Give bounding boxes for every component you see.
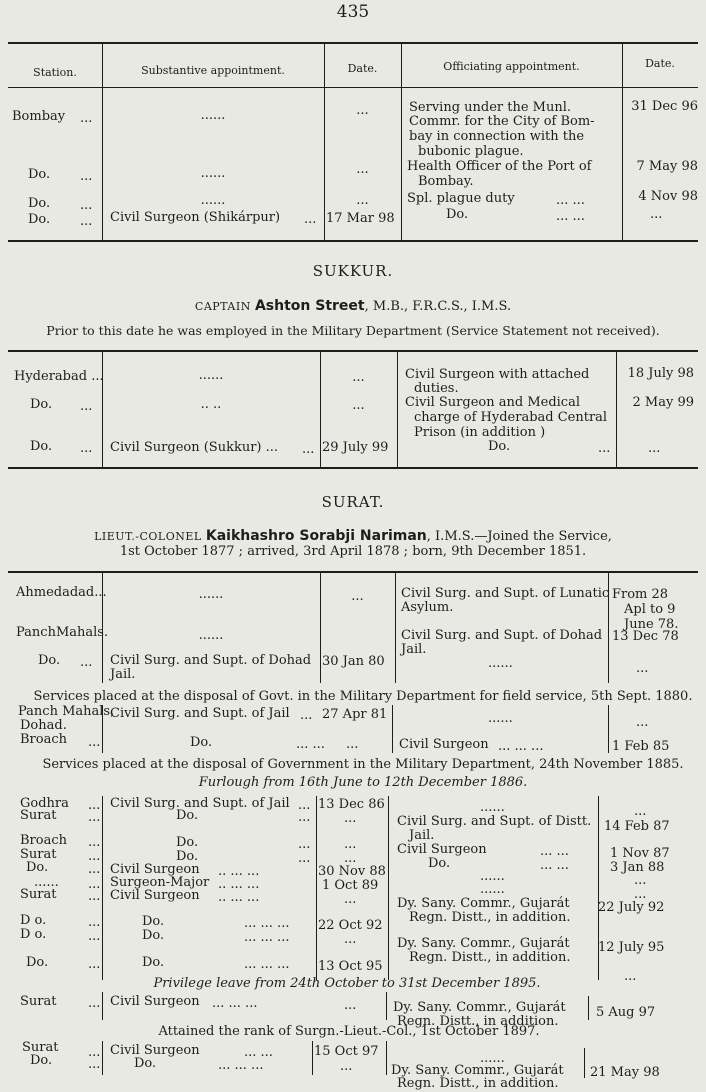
date-cell: ... (648, 441, 661, 456)
officiating-line: Dy. Sany. Commr., Gujarát (397, 936, 570, 951)
station-cell: Hyderabad ... (14, 369, 104, 384)
substantive-cell: ...... (198, 368, 224, 383)
date-cell: 31 Dec 96 (631, 99, 698, 114)
service-note: Privilege leave from 24th October to 31st December 1895. (153, 976, 541, 991)
column-divider (397, 352, 398, 467)
station-dots: ... (88, 996, 101, 1011)
officer-dates: 1st October 1877 ; arrived, 3rd April 1878 ; born, 9th December 1851. (119, 544, 587, 559)
officiating-dots: ... ... (556, 193, 585, 208)
date-cell: 13 Dec 86 (318, 797, 385, 812)
station-dots: ... (80, 169, 93, 184)
date-cell: ... (650, 207, 663, 222)
station-cell: Bombay (12, 109, 66, 124)
substantive-cell: Civil Surg. and Supt. of Jail (110, 706, 290, 721)
substantive-dots: .. ... ... (218, 864, 260, 879)
officiating-line: Civil Surgeon and Medical (405, 395, 580, 410)
officiating-line: Regn. Distt., in addition. (409, 910, 571, 925)
officiating-line: Regn. Distt., in addition. (397, 1014, 559, 1029)
substantive-cell: Do. (176, 849, 199, 864)
officiating-line: Dy. Sany. Commr., Gujarát (397, 896, 570, 911)
officiating-line: Commr. for the City of Bom- (409, 114, 595, 129)
officiating-line: Dy. Sany. Commr., Gujarát (391, 1063, 564, 1078)
column-divider (102, 992, 103, 1020)
station-dots: ... (80, 655, 93, 670)
header-date: Date. (645, 57, 675, 70)
date-cell: 13 Oct 95 (318, 959, 383, 974)
station-dots: ... (88, 1057, 101, 1072)
substantive-dots: ... ... (296, 737, 325, 752)
station-dots: ... (80, 441, 93, 456)
column-divider (102, 796, 103, 980)
date-cell: 27 Apr 81 (322, 707, 388, 722)
officiating-dots: ... ... (540, 844, 569, 859)
substantive-dots: ... (300, 708, 313, 723)
date-cell: ... (352, 398, 365, 413)
date-cell: 29 July 99 (322, 440, 389, 455)
substantive-cell: Civil Surgeon (Sukkur) ... (110, 440, 279, 455)
date-cell: 14 Feb 87 (604, 819, 670, 834)
station-cell: Do. (38, 653, 61, 668)
substantive-cell: ...... (200, 166, 226, 181)
substantive-cell: Do. (190, 735, 213, 750)
officiating-line: duties. (414, 381, 459, 396)
officiating-cell: Spl. plague duty (407, 191, 515, 206)
station-dots: ... (80, 111, 93, 126)
date-cell: 15 Oct 97 (314, 1044, 379, 1059)
officiating-dots: ... ... (556, 209, 585, 224)
officer-name: Kaikhashro Sorabji Nariman (205, 528, 427, 544)
officiating-line: Civil Surg. and Supt. of Distt. (397, 814, 592, 829)
date-cell: 2 May 99 (632, 395, 694, 410)
station-cell: Do. (28, 167, 51, 182)
column-divider (388, 796, 389, 980)
officiating-line: Dy. Sany. Commr., Gujarát (393, 1000, 566, 1015)
substantive-cell: ...... (200, 193, 226, 208)
service-note: Attained the rank of Surgn.-Lieut.-Col., 1st October 1897. (158, 1024, 540, 1039)
station-cell: PanchMahals. (16, 625, 109, 640)
officiating-line: Health Officer of the Port of (407, 159, 592, 174)
date-cell: 18 July 98 (627, 366, 694, 381)
substantive-cell: Civil Surgeon (110, 862, 200, 877)
table-bottom-rule (8, 467, 698, 469)
officiating-line: Civil Surg. and Supt. of Lunatic (401, 586, 610, 601)
officiating-cell: ...... (488, 656, 513, 671)
substantive-cell: Civil Surgeon (110, 1043, 200, 1058)
substantive-cell: ...... (200, 108, 226, 123)
substantive-cell: Civil Surgeon (110, 888, 200, 903)
officiating-dots: ... ... ... (498, 739, 544, 754)
officiating-line: Regn. Distt., in addition. (409, 950, 571, 965)
date-cell: 4 Nov 98 (638, 189, 698, 204)
date-cell: 5 Aug 97 (596, 1005, 656, 1020)
substantive-cell: Civil Surgeon (110, 994, 200, 1009)
officiating-line: Civil Surgeon with attached (405, 367, 590, 382)
service-note: Prior to this date he was employed in the Military Department (Service Statement not received). (46, 323, 660, 338)
date-cell: ... (636, 715, 649, 730)
officiating-line: Civil Surg. and Supt. of Dohad (401, 628, 603, 643)
officiating-line: charge of Hyderabad Central (414, 410, 608, 425)
station-cell: ...... (34, 875, 59, 890)
substantive-dots: ... (298, 837, 311, 852)
station-dots: ... (88, 929, 101, 944)
page-number: 435 (336, 2, 370, 22)
officiating-dots: ... (598, 441, 611, 456)
date-cell: ... (634, 873, 647, 888)
station-cell: Surat (22, 1040, 59, 1055)
station-cell: Broach (20, 732, 67, 747)
column-divider (102, 1041, 103, 1075)
officiating-cell: ...... (480, 1051, 505, 1066)
header-substantive: Substantive appointment. (141, 64, 285, 77)
station-cell: Do. (26, 955, 49, 970)
date-cell: 21 May 98 (590, 1065, 660, 1080)
officer-qualifications: , M.B., F.R.C.S., I.M.S. (364, 299, 512, 314)
date-cell: 1 Oct 89 (322, 878, 379, 893)
table-bottom-rule (8, 240, 698, 242)
substantive-cell: Do. (134, 1056, 157, 1071)
column-divider (584, 1048, 585, 1078)
station-dots: ... (80, 399, 93, 414)
substantive-cell: Do. (176, 835, 199, 850)
station-dots: ... (88, 849, 101, 864)
officiating-line: Jail. (409, 828, 435, 843)
officer-rank: CAPTAIN (194, 300, 251, 313)
officiating-line: Jail. (401, 642, 427, 657)
officiating-line: Serving under the Munl. (409, 100, 572, 115)
station-cell: Do. (30, 439, 53, 454)
date-cell: 22 July 92 (598, 900, 665, 915)
station-dots: ... (88, 735, 101, 750)
station-dots: ... (80, 214, 93, 229)
column-divider (386, 992, 387, 1020)
station-cell: Do. (30, 1053, 53, 1068)
station-dots: ... (88, 810, 101, 825)
substantive-cell: Do. (176, 808, 199, 823)
date-cell: ... (356, 162, 369, 177)
substantive-cell: Civil Surg. and Supt. of Jail (110, 796, 290, 811)
officiating-cell: ...... (480, 800, 505, 815)
substantive-dots: .. ... ... (218, 890, 260, 905)
station-cell: Broach (20, 833, 67, 848)
substantive-dots: ... ... (244, 1045, 273, 1060)
date-cell: 13 Dec 78 (612, 629, 679, 644)
officiating-cell: ...... (488, 711, 513, 726)
date-cell: 3 Jan 88 (610, 860, 665, 875)
date-cell: ... (356, 103, 369, 118)
substantive-dots: ... ... ... (244, 916, 290, 931)
date-line: Apl to 9 (624, 602, 676, 617)
section-title-surat: SURAT. (321, 493, 385, 511)
station-cell: Surat (20, 847, 57, 862)
station-cell: Do. (28, 212, 51, 227)
substantive-dots: ... (298, 851, 311, 866)
date-cell: ... (344, 932, 357, 947)
officiating-line: Bombay. (418, 174, 474, 189)
service-note: Services placed at the disposal of Govt. in the Military Department for field service, 5th Sept. 1880. (33, 689, 693, 704)
date-cell: ... (634, 804, 647, 819)
station-cell: Do. (30, 397, 53, 412)
date-cell: ... (356, 193, 369, 208)
date-cell: ... (344, 851, 357, 866)
date-cell: ... (344, 892, 357, 907)
station-cell: Godhra (20, 796, 69, 811)
station-cell: Surat (20, 887, 57, 902)
officiating-line: Prison (in addition ) (414, 425, 546, 440)
column-divider (386, 1041, 387, 1075)
station-cell: Ahmedadad... (16, 585, 107, 600)
date-cell: 30 Nov 88 (318, 864, 386, 879)
station-line: Panch Mahals, (18, 704, 115, 719)
date-cell: ... (352, 370, 365, 385)
date-cell: ... (636, 661, 649, 676)
date-cell: 17 Mar 98 (326, 211, 395, 226)
header-station: Station. (33, 66, 77, 79)
substantive-dots: ... ... ... (212, 996, 258, 1011)
substantive-dots: ... (304, 212, 317, 227)
table-top-rule (8, 350, 698, 352)
substantive-cell: ...... (198, 628, 224, 643)
header-officiating: Officiating appointment. (443, 60, 580, 73)
substantive-cell: Do. (142, 914, 165, 929)
officer-heading (0, 528, 706, 544)
substantive-dots: ... (302, 442, 315, 457)
date-cell: 12 July 95 (598, 940, 665, 955)
column-divider (588, 996, 589, 1020)
station-dots: ... (88, 889, 101, 904)
date-cell: ... (351, 589, 364, 604)
column-divider (608, 705, 609, 753)
date-cell: 22 Oct 92 (318, 918, 383, 933)
date-cell: 30 Jan 80 (322, 654, 385, 669)
substantive-dots: ... (298, 810, 311, 825)
date-cell: ... (346, 737, 359, 752)
date-cell: 1 Feb 85 (612, 739, 670, 754)
date-line: June 78. (624, 617, 679, 632)
officiating-cell: ...... (480, 882, 505, 897)
date-cell: ... (344, 837, 357, 852)
substantive-line: Jail. (110, 667, 136, 682)
station-dots: ... (88, 835, 101, 850)
officiating-line: Asylum. (401, 600, 454, 615)
officer-name: Ashton Street (254, 298, 365, 314)
officiating-cell: ...... (480, 869, 505, 884)
station-dots: ... (80, 198, 93, 213)
substantive-dots: ... ... ... (244, 930, 290, 945)
substantive-line: Civil Surg. and Supt. of Dohad (110, 653, 312, 668)
station-dots: ... (88, 862, 101, 877)
station-cell: D o. (20, 927, 47, 942)
service-note: Services placed at the disposal of Government in the Military Department, 24th November 1885. (42, 757, 684, 772)
column-divider (622, 44, 623, 240)
substantive-dots: ... (298, 798, 311, 813)
officiating-cell: Do. (428, 856, 451, 871)
officiating-line: bay in connection with the (409, 129, 585, 144)
date-cell: ... (624, 969, 637, 984)
service-note: Furlough from 16th June to 12th December 1886. (198, 775, 528, 790)
date-line: From 28 (612, 587, 669, 602)
substantive-cell: Do. (142, 928, 165, 943)
date-cell: 7 May 98 (636, 159, 698, 174)
header-date: Date. (347, 62, 378, 75)
station-dots: ... (88, 1045, 101, 1060)
station-cell: Do. (26, 860, 49, 875)
date-cell: ... (344, 811, 357, 826)
substantive-dots: .. ... ... (218, 877, 260, 892)
substantive-cell: Do. (142, 955, 165, 970)
officer-joining: , I.M.S.—Joined the Service, (426, 529, 612, 544)
station-cell: D o. (20, 913, 47, 928)
column-divider (312, 1041, 313, 1075)
date-cell: 1 Nov 87 (610, 846, 670, 861)
table-header-rule (8, 87, 698, 88)
date-cell: ... (340, 1059, 353, 1074)
substantive-dots: ... ... ... (218, 1058, 264, 1073)
officiating-cell: Civil Surgeon (399, 737, 489, 752)
officer-heading (0, 298, 706, 314)
section-title-sukkur: SUKKUR. (312, 262, 394, 280)
officiating-line: bubonic plague. (418, 144, 524, 159)
station-line: Dohad. (20, 718, 67, 733)
substantive-cell: .. .. (200, 397, 222, 412)
station-cell: Surat (20, 994, 57, 1009)
officiating-dots: ... ... (540, 858, 569, 873)
officiating-cell: Civil Surgeon (397, 842, 487, 857)
station-cell: Surat (20, 808, 57, 823)
officiating-line: Regn. Distt., in addition. (397, 1076, 559, 1091)
column-divider (395, 573, 396, 683)
station-dots: ... (88, 915, 101, 930)
date-cell: ... (344, 998, 357, 1013)
substantive-cell: Civil Surgeon (Shikárpur) (110, 210, 281, 225)
substantive-cell: ...... (198, 587, 224, 602)
substantive-cell: Surgeon-Major (110, 875, 210, 890)
officiating-cell: Do. (488, 439, 511, 454)
column-divider (316, 796, 317, 980)
column-divider (392, 705, 393, 753)
station-cell: Do. (28, 196, 51, 211)
substantive-dots: ... ... ... (244, 957, 290, 972)
date-cell: ... (634, 887, 647, 902)
station-dots: ... (88, 877, 101, 892)
officer-rank: LIEUT.-COLONEL (94, 530, 202, 543)
station-dots: ... (88, 798, 101, 813)
table-top-rule (8, 571, 698, 573)
officiating-cell: Do. (446, 207, 469, 222)
station-dots: ... (88, 957, 101, 972)
table-top-rule (8, 42, 698, 44)
